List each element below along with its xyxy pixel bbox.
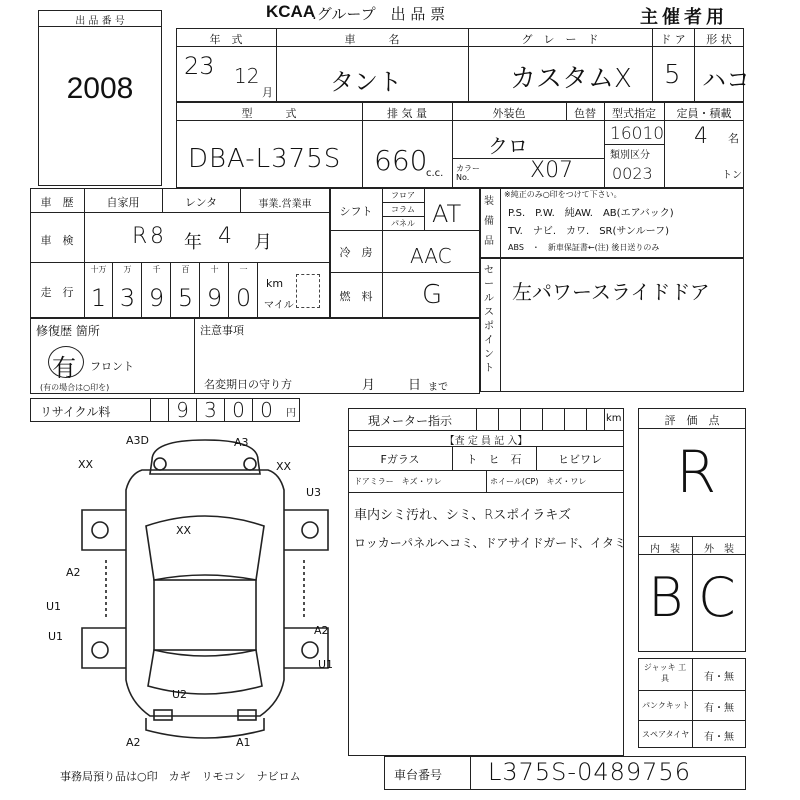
puncture-label: パンクキット xyxy=(642,701,690,710)
lot-number: 2008 xyxy=(66,72,134,105)
notices-label: 注意事項 xyxy=(200,324,244,337)
recycle-digit: 3 xyxy=(196,398,224,422)
color-label: 外装色 xyxy=(492,107,526,120)
meter-unit: km xyxy=(606,413,622,424)
body-label: 形 状 xyxy=(706,33,732,46)
sales-point-value: 左パワースライドドア xyxy=(512,280,710,304)
category-label: 類別区分 xyxy=(610,150,650,161)
displacement-value: 660 xyxy=(374,144,428,177)
month-unit: 月 xyxy=(262,86,273,99)
mileage-digit-value: 0 xyxy=(235,284,252,312)
puncture-yes-no: 有・無 xyxy=(704,703,734,714)
mileage-digit-value: 3 xyxy=(119,284,136,312)
month-unit-2: 月 xyxy=(254,232,272,253)
shift-panel: パネル xyxy=(391,219,415,228)
rating-label: 評 価 点 xyxy=(664,414,720,427)
lot-label: 出 品 番 号 xyxy=(75,16,125,27)
mileage-digit-value: 9 xyxy=(206,284,223,312)
exterior-value: C xyxy=(698,566,736,629)
mileage-digit-value: 9 xyxy=(148,284,165,312)
meter-digit-cell[interactable] xyxy=(564,408,586,430)
fuel-label: 燃 料 xyxy=(339,290,373,303)
mileage-digit-label: 万 xyxy=(123,265,132,274)
equipment-note: ※純正のみ○印をつけて下さい。 xyxy=(504,190,622,199)
damage-mark: A2 xyxy=(126,736,141,749)
fglass-options: ト ヒ 石 xyxy=(466,453,522,466)
mileage-digit-cell xyxy=(113,262,142,318)
meter-digit-cell[interactable] xyxy=(520,408,542,430)
doors-value: 5 xyxy=(664,60,681,90)
year-value: 23 xyxy=(184,52,215,80)
mileage-digit-cell xyxy=(200,262,229,318)
damage-mark: A2 xyxy=(314,624,329,637)
meter-digit-cell[interactable] xyxy=(542,408,564,430)
capacity-value: 4 xyxy=(694,124,708,149)
category-value: 0023 xyxy=(612,164,653,183)
repair-circle xyxy=(48,346,84,378)
color-no-label: カラー No. xyxy=(456,164,480,182)
inspection-era: R xyxy=(132,224,148,249)
mileage-digit-cell xyxy=(229,262,258,318)
recycle-digit: 0 xyxy=(224,398,252,422)
mileage-digit-value: 5 xyxy=(177,284,194,312)
mirror-label: ドアミラー キズ・ワレ xyxy=(354,477,442,486)
damage-mark: U2 xyxy=(172,688,188,701)
equipment-line3: ABS ・ 新車保証書←(注) 後日送りのみ xyxy=(508,243,660,252)
chassis-value: L375S-0489756 xyxy=(488,758,691,786)
km-unit: km xyxy=(266,277,284,290)
mile-checkbox[interactable] xyxy=(296,274,320,308)
commercial-option: 事業.営業車 xyxy=(258,199,312,210)
jack-label: ジャッキ 工 具 xyxy=(643,663,695,683)
car-name-value: タント xyxy=(330,68,402,96)
car-name-label: 車 名 xyxy=(344,33,400,46)
recycle-unit: 円 xyxy=(286,408,296,419)
inspection-month: 4 xyxy=(218,224,232,249)
equipment-label: 装備品 xyxy=(484,196,494,247)
model-value: DBA-L375S xyxy=(188,144,342,174)
type-designation-label: 型式指定 xyxy=(612,107,656,120)
shift-value: AT xyxy=(432,200,462,228)
load-unit: トン xyxy=(722,170,742,181)
year-label: 年 式 xyxy=(209,33,243,46)
door-label: ド ア xyxy=(660,33,686,46)
mileage-digit-label: 百 xyxy=(181,265,190,274)
wheel-label: ホイール(CP) キズ・ワレ xyxy=(490,477,587,486)
damage-mark: A3D xyxy=(126,434,149,447)
cc-unit: c.c. xyxy=(426,168,444,179)
damage-mark: U1 xyxy=(318,658,334,671)
exterior-label: 外 装 xyxy=(704,544,734,555)
sales-point-label: セールスポイント xyxy=(484,265,494,374)
meter-digit-cell[interactable] xyxy=(498,408,520,430)
history-label: 車 歴 xyxy=(40,196,74,209)
repair-value: 有 xyxy=(52,354,76,382)
repair-hint: (有の場合は○印を) xyxy=(40,383,110,392)
recycle-digit: 9 xyxy=(168,398,196,422)
damage-mark: U1 xyxy=(46,600,62,613)
color-no-value: X07 xyxy=(530,158,574,183)
inspection-year: 8 xyxy=(150,224,164,249)
organizer-label: 主催者用 xyxy=(640,7,728,28)
year-unit: 年 xyxy=(184,232,202,253)
private-option: 自家用 xyxy=(106,196,140,209)
spare-label: スペアタイヤ xyxy=(642,730,690,739)
fglass-label: Fガラス xyxy=(380,453,420,466)
meter-digit-cell[interactable] xyxy=(476,408,498,430)
mileage-digit-label: 千 xyxy=(152,265,161,274)
mile-unit: マイル xyxy=(264,300,294,311)
inspector-note-1: 車内シミ汚れ、シミ、Rスポイラキズ xyxy=(354,508,572,523)
capacity-unit: 名 xyxy=(728,132,739,145)
kcaa-logo: KCAA xyxy=(266,2,316,21)
car-diagram xyxy=(46,430,340,760)
name-change-month: 月 xyxy=(362,378,376,393)
mileage-digit-cell xyxy=(171,262,200,318)
chassis-label: 車台番号 xyxy=(394,768,443,782)
name-change-label: 名変期日の守り方 xyxy=(204,378,292,391)
repair-note: フロント xyxy=(90,360,134,373)
mileage-digit-cell xyxy=(142,262,171,318)
name-change-day: 日 xyxy=(408,378,422,393)
ac-value: AAC xyxy=(410,244,452,268)
damage-mark: A1 xyxy=(236,736,251,749)
repaint-label: 色替 xyxy=(574,107,596,120)
damage-mark: A2 xyxy=(66,566,81,579)
rental-option: レンタ xyxy=(184,196,218,209)
jack-yes-no: 有・無 xyxy=(704,672,734,683)
group-title: .グループ 出 品 票 xyxy=(312,5,446,23)
damage-mark: A3 xyxy=(234,436,249,449)
grade-value: カスタムX xyxy=(510,64,632,94)
type-designation-value: 16010 xyxy=(610,124,665,144)
model-label: 型 式 xyxy=(241,107,297,120)
displacement-label: 排 気 量 xyxy=(387,107,427,120)
mileage-digit-cell xyxy=(84,262,113,318)
inspector-title: 【査 定 員 記 入】 xyxy=(444,436,528,447)
interior-label: 内 装 xyxy=(650,544,680,555)
damage-mark: XX xyxy=(78,458,94,471)
rating-value: R xyxy=(676,438,717,506)
mileage-label: 走 行 xyxy=(40,286,74,299)
repair-label: 修復歴 箇所 xyxy=(36,324,100,338)
ac-label: 冷 房 xyxy=(339,246,373,259)
body-value: ハコ xyxy=(702,66,750,94)
equipment-line1: P.S. P.W. 純AW. AB(エアバック) xyxy=(508,208,674,219)
damage-mark: XX xyxy=(176,524,192,537)
inspection-label: 車 検 xyxy=(40,234,74,247)
inspector-note-2: ロッカーパネルヘコミ、ドアサイドガード、イタミ xyxy=(354,536,627,550)
footer-note: 事務局預り品は○印 カギ リモコン ナビロム xyxy=(60,770,301,783)
name-change-until: まで xyxy=(428,382,448,393)
shift-floor: フロア xyxy=(391,191,415,200)
mileage-digit-value: 1 xyxy=(90,284,107,312)
month-value: 12 xyxy=(234,64,260,88)
recycle-label: リサイクル料 xyxy=(40,405,111,419)
equipment-line2: TV. ナビ. カワ. SR(サンルーフ) xyxy=(508,226,670,237)
capacity-label: 定員・積載 xyxy=(676,107,732,120)
mileage-digit-label: 十 xyxy=(210,265,219,274)
spare-yes-no: 有・無 xyxy=(704,732,734,743)
damage-mark: U3 xyxy=(306,486,322,499)
mileage-digit-label: 十万 xyxy=(90,265,107,274)
grade-label: グ レ ー ド xyxy=(521,33,599,46)
mileage-digit-label: 一 xyxy=(239,265,248,274)
interior-value: B xyxy=(648,566,684,629)
fglass-crack: ヒビワレ xyxy=(558,453,602,466)
meter-label: 現メーター指示 xyxy=(368,414,453,428)
damage-mark: U1 xyxy=(48,630,64,643)
damage-mark: XX xyxy=(276,460,292,473)
color-value: クロ xyxy=(488,134,528,158)
shift-column: コラム xyxy=(391,205,415,214)
shift-label: シフト xyxy=(339,205,373,218)
fuel-value: G xyxy=(422,280,443,310)
meter-digit-cell[interactable] xyxy=(586,408,608,430)
recycle-digit: 0 xyxy=(252,398,280,422)
